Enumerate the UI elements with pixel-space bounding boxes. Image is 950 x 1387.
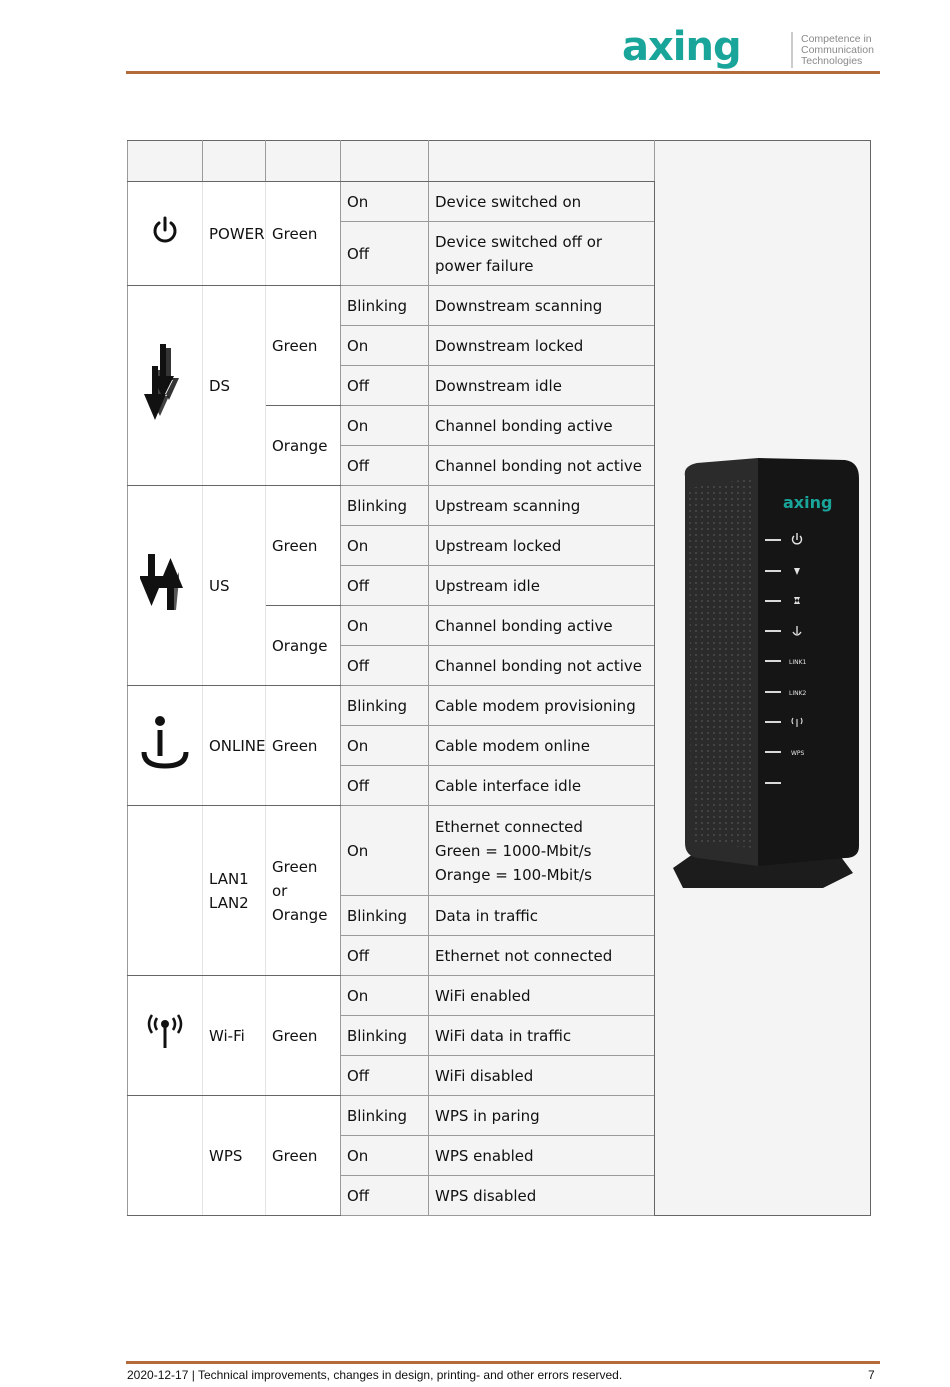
led-state: Off — [341, 1176, 429, 1216]
led-description: Ethernet connected Green = 1000-Mbit/s Orange = 100-Mbit/s — [429, 806, 655, 896]
led-color: Green — [266, 486, 341, 606]
led-state: On — [341, 182, 429, 222]
led-name: Wi-Fi — [203, 976, 266, 1096]
led-icon-cell — [128, 806, 203, 976]
led-color: Green — [266, 286, 341, 406]
led-icon-cell — [128, 1096, 203, 1216]
header-rule — [126, 71, 880, 74]
led-state: Blinking — [341, 896, 429, 936]
led-description: Channel bonding not active — [429, 646, 655, 686]
logo-tagline-3: Technologies — [801, 55, 863, 67]
led-state: Off — [341, 646, 429, 686]
led-state: Blinking — [341, 486, 429, 526]
axing-logo — [620, 28, 880, 72]
led-state: Off — [341, 366, 429, 406]
led-color: Orange — [266, 606, 341, 686]
led-description: Upstream idle — [429, 566, 655, 606]
led-state: On — [341, 326, 429, 366]
led-description: Upstream locked — [429, 526, 655, 566]
led-description: Upstream scanning — [429, 486, 655, 526]
led-state: Blinking — [341, 286, 429, 326]
header-cell — [128, 141, 203, 182]
led-state: Off — [341, 766, 429, 806]
led-description: WPS in paring — [429, 1096, 655, 1136]
page-number: 7 — [868, 1368, 875, 1382]
led-description: Channel bonding not active — [429, 446, 655, 486]
led-description: Ethernet not connected — [429, 936, 655, 976]
led-state: Off — [341, 936, 429, 976]
table-header-row — [128, 141, 871, 182]
led-state: Blinking — [341, 1096, 429, 1136]
power-icon — [150, 231, 180, 249]
led-color: Green — [266, 686, 341, 806]
device-brand: axing — [782, 493, 832, 512]
led-description: WPS disabled — [429, 1176, 655, 1216]
led-color: Green — [266, 182, 341, 286]
logo-tagline-1: Competence in — [801, 33, 872, 45]
led-state: Off — [341, 222, 429, 286]
led-status-table — [127, 140, 871, 1216]
led-name: POWER — [203, 182, 266, 286]
led-description: WiFi enabled — [429, 976, 655, 1016]
led-state: On — [341, 606, 429, 646]
led-name: ONLINE — [203, 686, 266, 806]
led-description: Cable modem online — [429, 726, 655, 766]
led-description: Device switched on — [429, 182, 655, 222]
device-label-wps: WPS — [790, 750, 804, 757]
led-icon-cell — [128, 686, 203, 806]
led-state: On — [341, 406, 429, 446]
footer-rule — [126, 1361, 880, 1364]
led-state: On — [341, 1136, 429, 1176]
led-icon-cell — [128, 286, 203, 486]
header-cell — [429, 141, 655, 182]
device-label-link1: LINK1 — [788, 659, 806, 666]
device-label-link2: LINK2 — [788, 690, 806, 697]
device-photo-cell — [655, 141, 871, 1216]
led-state: Off — [341, 446, 429, 486]
online-icon — [138, 756, 192, 774]
led-state: On — [341, 526, 429, 566]
led-color: Green — [266, 1096, 341, 1216]
led-color: Orange — [266, 406, 341, 486]
upstream-icon — [140, 598, 190, 616]
led-description: Cable interface idle — [429, 766, 655, 806]
footer-disclaimer: 2020-12-17 | Technical improvements, changes in design, printing- and other errors reserved. — [127, 1368, 623, 1382]
led-name: US — [203, 486, 266, 686]
led-description: Channel bonding active — [429, 606, 655, 646]
led-name: WPS — [203, 1096, 266, 1216]
header-cell — [203, 141, 266, 182]
led-description: Downstream scanning — [429, 286, 655, 326]
wifi-antenna-icon — [144, 1038, 186, 1056]
led-name: DS — [203, 286, 266, 486]
led-description: WiFi data in traffic — [429, 1016, 655, 1056]
led-description: WiFi disabled — [429, 1056, 655, 1096]
led-state: On — [341, 806, 429, 896]
led-color: Green — [266, 976, 341, 1096]
led-icon-cell — [128, 976, 203, 1096]
led-description: Data in traffic — [429, 896, 655, 936]
downstream-icon — [142, 410, 188, 428]
cable-modem-image — [663, 448, 863, 908]
logo-wordmark: axing — [622, 28, 741, 70]
header-cell — [266, 141, 341, 182]
led-table-body — [128, 141, 871, 1216]
led-description: Cable modem provisioning — [429, 686, 655, 726]
led-state: Blinking — [341, 1016, 429, 1056]
led-state: Off — [341, 1056, 429, 1096]
led-icon-cell — [128, 182, 203, 286]
led-description: Downstream idle — [429, 366, 655, 406]
led-description: Downstream locked — [429, 326, 655, 366]
led-description: Device switched off or power failure — [429, 222, 655, 286]
led-state: On — [341, 976, 429, 1016]
led-description: WPS enabled — [429, 1136, 655, 1176]
led-description: Channel bonding active — [429, 406, 655, 446]
led-name: LAN1 LAN2 — [203, 806, 266, 976]
led-color: Green or Orange — [266, 806, 341, 976]
led-icon-cell — [128, 486, 203, 686]
led-state: Blinking — [341, 686, 429, 726]
logo-tagline-2: Communication — [801, 44, 874, 56]
led-state: On — [341, 726, 429, 766]
header-cell — [341, 141, 429, 182]
led-state: Off — [341, 566, 429, 606]
